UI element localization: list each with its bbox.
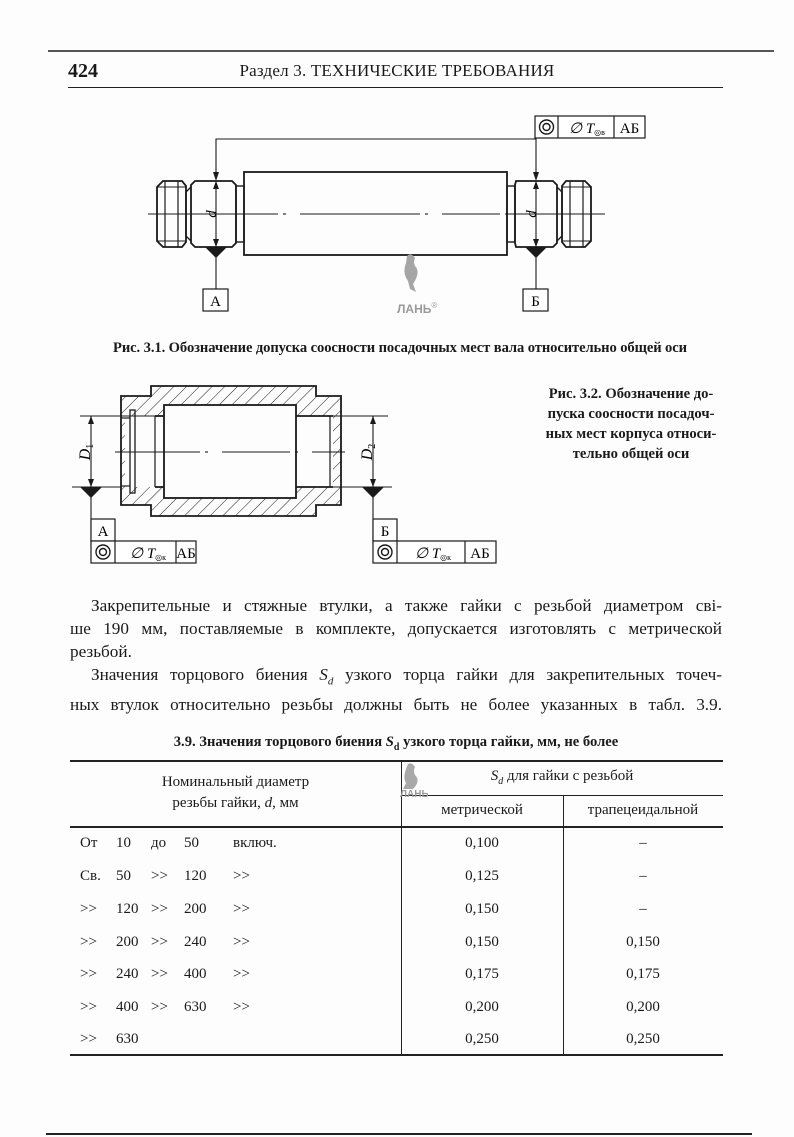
datum-b-label: Б [380,524,390,540]
paragraph-2: Значения торцового биения $S_d$ узкого торца гайки для закрепительных точеч- ных втулок относительно резьбы должны быть не более указанных в табл. 3.9. [70,665,722,715]
dim-d-left: d [204,210,220,218]
svg-text:АБ: АБ [176,546,196,562]
dim-d2: D2 [359,443,378,461]
figure-3-2-housing-drawing [0,370,520,570]
dim-d1: D1 [77,443,96,461]
dim-d-right: d [524,210,540,218]
header-nominal-diameter: Номинальный диаметр резьбы гайки, d, мм [161,774,310,811]
table-top-rule [70,760,723,762]
datum-a-label: А [210,294,221,310]
svg-text:∅ T◎в: ∅ T◎в [569,121,605,137]
watermark-logo [398,762,428,798]
figure-3-1-caption: Рис. 3.1. Обозначение допуска соосности посадочных мест вала относительно общей оси [113,340,687,356]
svg-text:∅ T◎к: ∅ T◎к [130,546,167,562]
svg-text:ЛАНЬ®: ЛАНЬ® [397,301,438,316]
datum-b-label: Б [531,294,540,310]
paragraph-1: Закрепительные и стяжные втулки, а также гайки с резьбой диаметром сві- ше 190 мм, поставляемые в комплекте, допускается изготовлять с метрической резьбой. [70,596,722,661]
header-metric: метрической [441,802,523,818]
datum-a-label: А [97,524,109,540]
table-3-9-title: 3.9. Значения торцового биения $S_d$ узкого торца гайки, мм, не более [173,734,619,753]
running-title: Раздел 3. ТЕХНИЧЕСКИЕ ТРЕБОВАНИЯ [239,61,555,80]
figure-3-1-shaft-drawing [0,0,794,340]
table-header-rule [70,826,723,828]
header-sd-group: $S_d$ для гайки с резьбой [490,768,634,787]
page-number: 424 [68,60,98,82]
svg-text:∅ T◎к: ∅ T◎к [415,546,452,562]
bottom-rule [46,1133,752,1135]
table-bottom-rule [70,1054,723,1056]
tolerance-frame-shaft [535,116,645,138]
svg-text:АБ: АБ [470,546,490,562]
header-trapezoidal: трапецеидальной [587,802,699,818]
svg-text:ЛАНЬ: ЛАНЬ [400,789,428,798]
svg-text:АБ: АБ [619,121,640,137]
figure-3-2-caption: Рис. 3.2. Обозначение до- пуска соосности посадоч- ных мест корпуса относи- тельно общей оси [545,386,717,462]
watermark-logo [397,254,437,316]
